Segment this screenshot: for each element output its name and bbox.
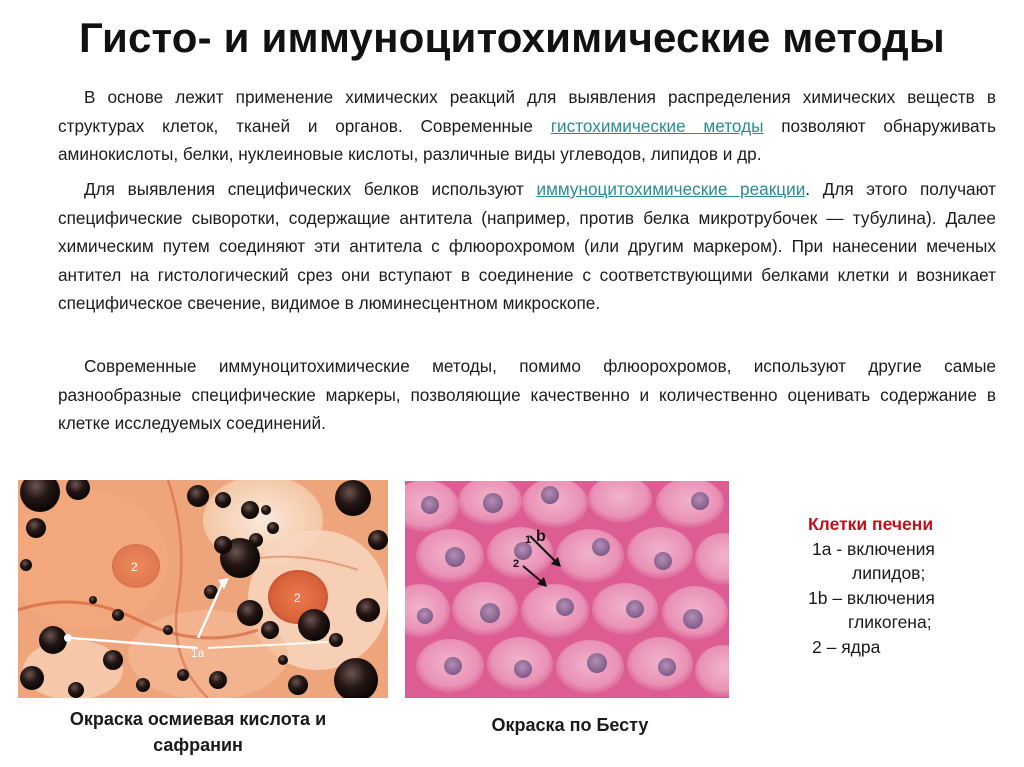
- micrograph-osmium-safranin: [18, 480, 388, 698]
- paragraph-text: В основе лежит применение химических реакций для выявления распределения химических веществ в структурах клеток, тканей и органов. Современные: [58, 87, 996, 136]
- label-nucleus-2a: 2: [131, 560, 138, 574]
- legend-liver-cells: [800, 512, 1000, 659]
- histochemical-methods-link[interactable]: гистохимические методы: [550, 115, 764, 136]
- micrograph-right-image: [405, 481, 729, 698]
- legend-line-1a: 1a - включения: [812, 538, 935, 559]
- legend-line-lipids: липидов;: [852, 563, 926, 583]
- caption-best-stain: Окраска по Бесту: [491, 715, 649, 735]
- immunocytochemical-reactions-link[interactable]: иммуноцитохимические реакции: [536, 179, 806, 199]
- legend-title: Клетки печени: [808, 514, 934, 534]
- caption-osmium-safranin: Окраска осмиевая кислота и сафранин: [69, 709, 327, 755]
- legend-line-glycogen: гликогена;: [848, 612, 932, 632]
- label-1a: 1a: [191, 646, 205, 660]
- label-1: 1: [525, 534, 532, 546]
- legend-line-nuclei: 2 – ядра: [812, 636, 881, 657]
- paragraph-histochemistry: [58, 83, 996, 169]
- slide-title: Гисто- и иммуноцитохимические методы: [78, 14, 945, 61]
- label-nucleus-2b: 2: [294, 591, 301, 605]
- legend-line-1b: 1b – включения: [808, 587, 935, 608]
- label-2: 2: [513, 558, 520, 570]
- paragraph-markers: Современные иммуноцитохимические методы, помимо флюорохромов, используют другие самые разнообразные специфические маркеры, позволяющие качественно и количественно оценивать содержание в клетке исследуемых соединений.: [58, 356, 996, 434]
- paragraph-text: позволяют обнаруживать аминокислоты, белки, нуклеиновые кислоты, различные виды углеводов, липидов и др.: [58, 115, 997, 165]
- micrograph-best-stain: [405, 481, 729, 698]
- paragraph-text: . Для этого получают специфические сыворотки, содержащие антитела (например, против белка микротрубочек — тубулина). Далее химическим путем соединяют эти антитела с флюорохромом (или другим маркером). При нанесении меченых антител на гистологический срез они вступают в соединение с соответствующими белками клетки и возникает специфическое свечение, видимое в люминесцентном микроскопе.: [58, 179, 996, 314]
- micrograph-left-image: [18, 480, 388, 698]
- label-b: b: [536, 528, 546, 545]
- paragraph-text: Для выявления специфических белков используют: [84, 179, 537, 199]
- paragraph-immunocytochemistry: [58, 175, 996, 318]
